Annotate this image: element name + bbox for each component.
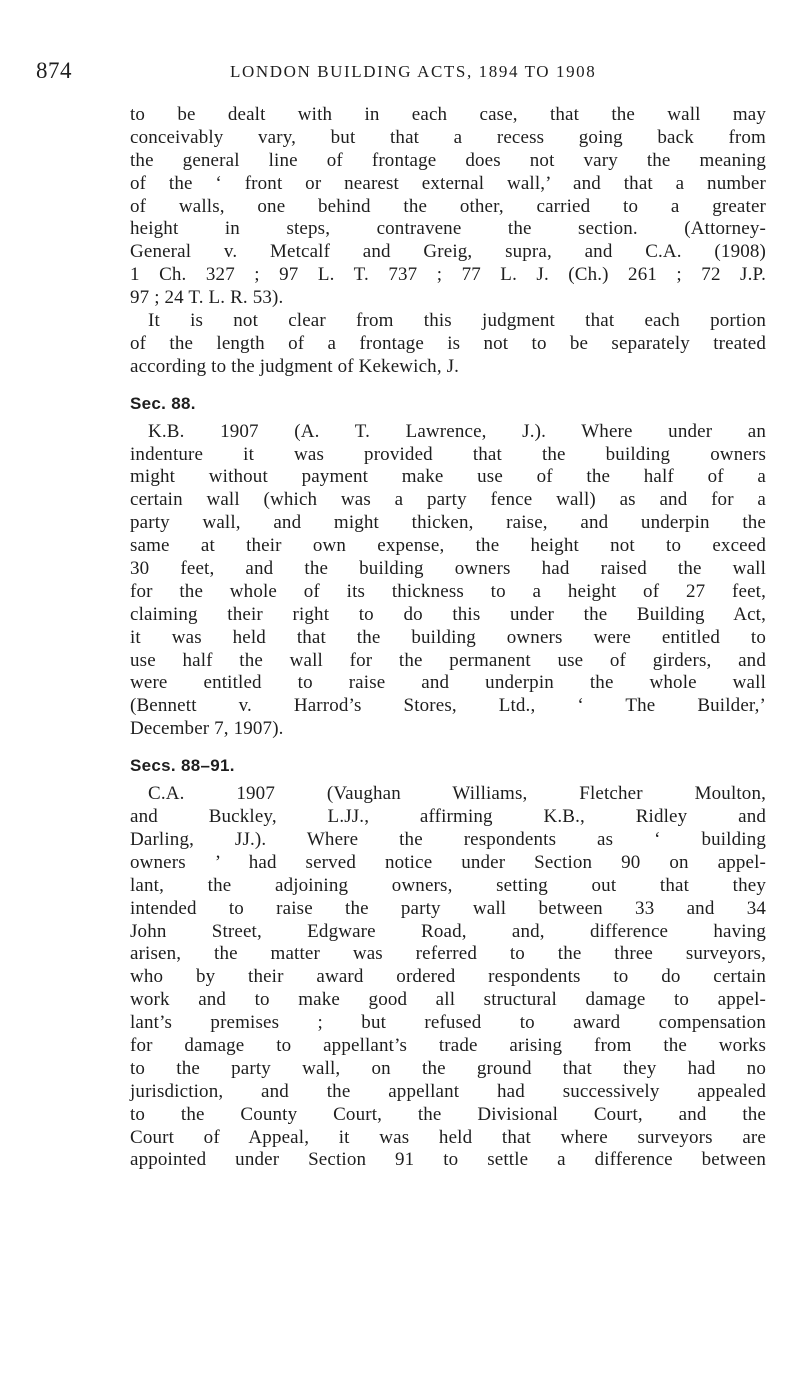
text-line: might without payment make use of the half of a — [130, 466, 766, 488]
text-line: for the whole of its thickness to a height of 27 feet, — [130, 580, 766, 602]
text-line: conceivably vary, but that a recess going back from — [130, 126, 766, 148]
text-line: It is not clear from this judgment that each portion — [148, 310, 766, 332]
text-line: John Street, Edgware Road, and, difference having — [130, 920, 766, 942]
text-line: to be dealt with in each case, that the wall may — [130, 104, 766, 125]
text-line: 1 Ch. 327 ; 97 L. T. 737 ; 77 L. J. (Ch.) 261 ; 72 J.P. — [130, 264, 766, 286]
text-line: same at their own expense, the height not to exceed — [130, 535, 766, 557]
text-line: were entitled to raise and underpin the whole wall — [130, 672, 766, 694]
text-line: jurisdiction, and the appellant had successively appealed — [130, 1080, 766, 1102]
text-line: of the ‘ front or nearest external wall,’ and that a number — [130, 172, 766, 194]
text-line: Court of Appeal, it was held that where surveyors are — [130, 1126, 766, 1148]
text-line: and Buckley, L.JJ., affirming K.B., Ridley and — [130, 806, 766, 828]
text-line: party wall, and might thicken, raise, and underpin the — [130, 512, 766, 534]
section-heading: Sec. 88. — [130, 393, 196, 413]
text-line: indenture it was provided that the building owners — [130, 443, 766, 465]
text-line: of walls, one behind the other, carried to a greater — [130, 195, 766, 217]
text-line: height in steps, contravene the section. (Attorney- — [130, 218, 766, 240]
text-line: to the party wall, on the ground that they had no — [130, 1057, 766, 1079]
text-line: Darling, JJ.). Where the respondents as ‘ building — [130, 828, 766, 850]
text-line: appointed under Section 91 to settle a difference between — [130, 1149, 766, 1171]
text-line: claiming their right to do this under the Building Act, — [130, 603, 766, 625]
section-heading: Secs. 88–91. — [130, 756, 235, 776]
running-head-title: LONDON BUILDING ACTS, 1894 TO 1908 — [230, 62, 597, 81]
text-line: owners ’ had served notice under Section 90 on appel- — [130, 851, 766, 873]
text-line: C.A. 1907 (Vaughan Williams, Fletcher Moulton, — [148, 783, 766, 805]
text-line: (Bennett v. Harrod’s Stores, Ltd., ‘ The Builder,’ — [130, 695, 766, 717]
text-line: certain wall (which was a party fence wall) as and for a — [130, 489, 766, 511]
paragraph — [130, 104, 766, 310]
page-number: 874 — [36, 58, 72, 83]
text-line: according to the judgment of Kekewich, J. — [130, 355, 460, 377]
paragraph — [130, 421, 766, 741]
text-line: lant’s premises ; but refused to award compensation — [130, 1012, 766, 1034]
text-line: intended to raise the party wall between 33 and 34 — [130, 897, 766, 919]
text-line: to the County Court, the Divisional Court, and the — [130, 1103, 766, 1125]
text-line: K.B. 1907 (A. T. Lawrence, J.). Where under an — [148, 420, 766, 442]
text-line: of the length of a frontage is not to be separately treated — [130, 332, 766, 354]
text-line: December 7, 1907). — [130, 718, 284, 740]
text-line: 97 ; 24 T. L. R. 53). — [130, 287, 284, 309]
text-line: who by their award ordered respondents to do certain — [130, 966, 766, 988]
text-line: 30 feet, and the building owners had raised the wall — [130, 558, 766, 580]
text-line: lant, the adjoining owners, setting out that they — [130, 874, 766, 896]
text-line: General v. Metcalf and Greig, supra, and C.A. (1908) — [130, 241, 766, 263]
text-line: it was held that the building owners were entitled to — [130, 626, 766, 648]
text-line: work and to make good all structural damage to appel- — [130, 989, 766, 1011]
text-line: arisen, the matter was referred to the three surveyors, — [130, 943, 766, 965]
text-line: use half the wall for the permanent use of girders, and — [130, 649, 766, 671]
text-line: for damage to appellant’s trade arising from the works — [130, 1034, 766, 1056]
text-line: the general line of frontage does not vary the meaning — [130, 149, 766, 171]
running-head — [0, 58, 800, 88]
paragraph — [130, 310, 766, 379]
body-text — [130, 104, 766, 1172]
paragraph — [130, 783, 766, 1172]
